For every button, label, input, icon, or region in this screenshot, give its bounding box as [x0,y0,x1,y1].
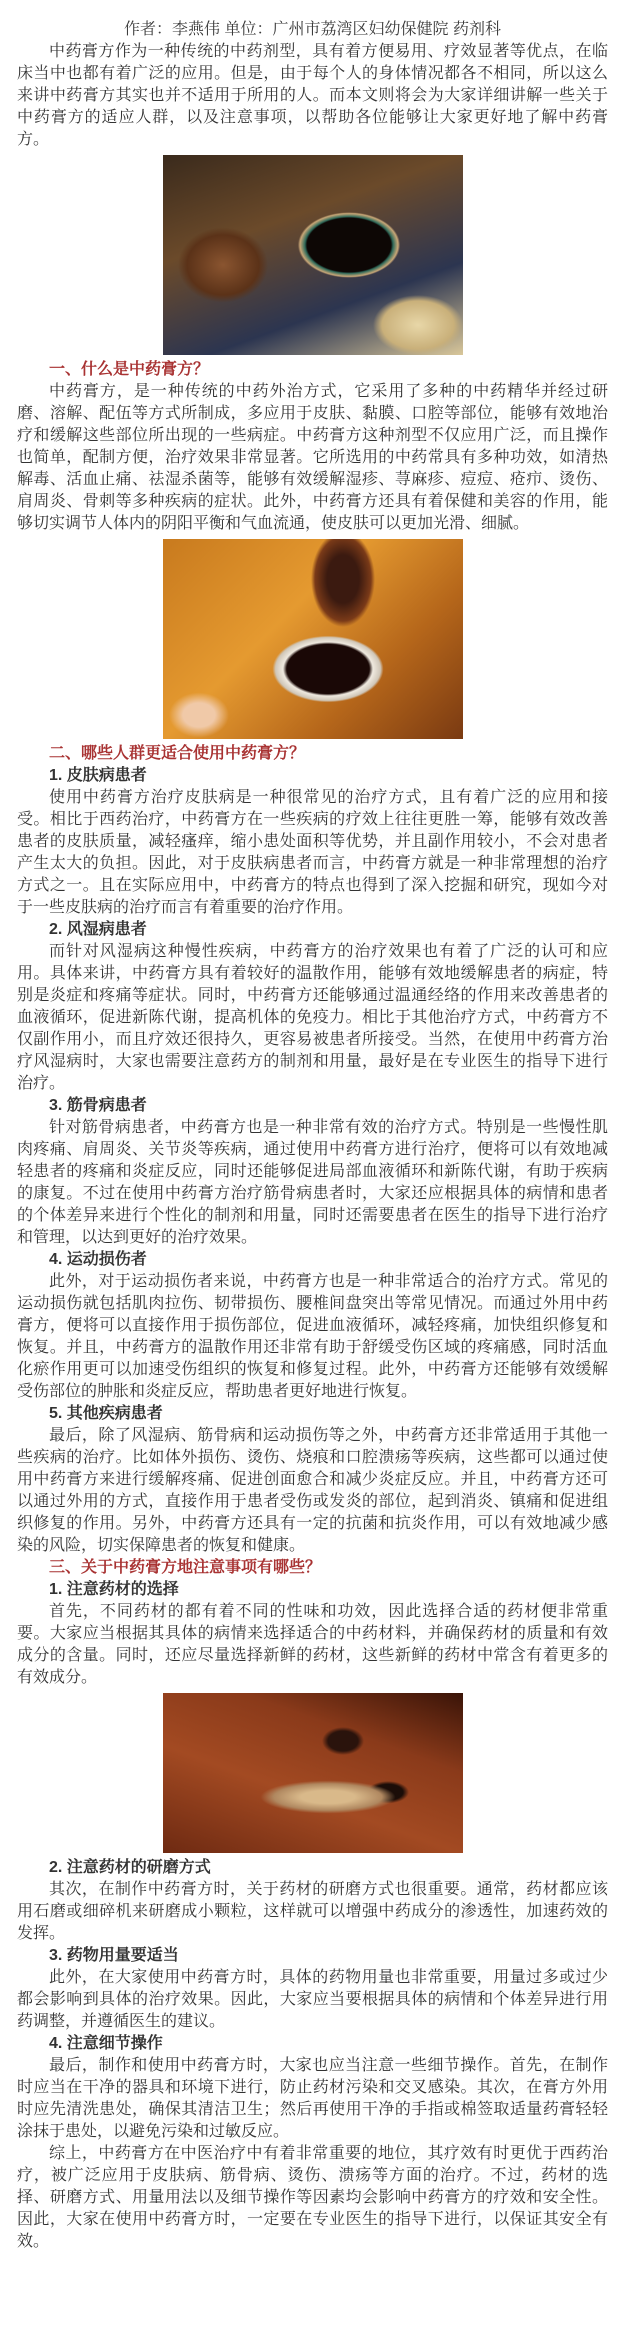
section-2-heading: 二、哪些人群更适合使用中药膏方？ [49,745,306,762]
section-1-paragraph: 中药膏方，是一种传统的中药外治方式，它采用了多种的中药精华并经过研磨、溶解、配伍等方式所制成，多应用于皮肤、黏膜、口腔等部位，能够有效地治疗和缓解这些部位所出现的一些病症。中药膏方这种剂型不仅应用广泛，而且操作也简单，配制方便，治疗效果非常显著。它所选用的中药常具有多种功效，如清热解毒、活血止痛、祛湿杀菌等，能够有效缓解湿疹、荨麻疹、痘痘、疮疖、烫伤、肩周炎、骨刺等多种疾病的症状。此外，中药膏方还具有着保健和美容的作用，能够切实调节人体内的阴阳平衡和气血流通，使皮肤可以更加光滑、细腻。 [17,383,608,532]
paragraph-dosage: 此外，在大家使用中药膏方时，具体的药物用量也非常重要，用量过多或过少都会影响到具体的治疗效果。因此，大家应当要根据具体的病情和个体差异进行用药调整，并遵循医生的建议。 [17,1969,608,2030]
subheading-other-patients: 5. 其他疾病患者 [49,1405,163,1422]
paragraph-rheumatism-patients: 而针对风湿病这种慢性疾病，中药膏方的治疗效果也有着了广泛的认可和应用。具体来讲，中药膏方具有着较好的温散作用，能够有效地缓解患者的病症，特别是炎症和疼痛等症状。同时，中药膏方还能够通过温通经络的作用来改善患者的血液循环，促进新陈代谢，提高机体的免疫力。相比于其他治疗方式，中药膏方不仅副作用小，而且疗效还很持久，更容易被患者所接受。当然，在使用中药膏方治疗风湿病时，大家也需要注意药方的制剂和用量，最好是在专业医生的指导下进行治疗。 [17,943,608,1092]
herbal-paste-spoon-photo [163,539,463,739]
paragraph-sports-injury: 此外，对于运动损伤者来说，中药膏方也是一种非常适合的治疗方式。常见的运动损伤就包括肌肉拉伤、韧带损伤、腰椎间盘突出等常见情况。而通过外用中药膏方，便将可以直接作用于损伤部位，促进血液循环，减轻疼痛，加快组织修复和恢复。并且，中药膏方的温散作用还非常有助于舒缓受伤区域的疼痛感，同时活血化瘀作用更可以加速受伤组织的恢复和修复过程。此外，中药膏方还能够有效缓解受伤部位的肿胀和炎症反应，帮助患者更好地进行恢复。 [17,1273,608,1400]
herb-grinding-tools-photo [163,1693,463,1853]
paragraph-detail-operations: 最后，制作和使用中药膏方时，大家也应当注意一些细节操作。首先，在制作时应当在干净的器具和环境下进行，防止药材污染和交叉感染。其次，在膏方外用时应先清洗患处，确保其清洁卫生；然后再使用干净的手指或棉签取适量药膏轻轻涂抹于患处，以避免污染和过敏反应。 [17,2057,608,2140]
paragraph-other-patients: 最后，除了风湿病、筋骨病和运动损伤等之外，中药膏方还非常适用于其他一些疾病的治疗。比如体外损伤、烫伤、烧痕和口腔溃疡等疾病，这些都可以通过使用中药膏方来进行缓解疼痛、促进创面愈合和减少炎症反应。并且，中药膏方还可以通过外用的方式，直接作用于患者受伤或发炎的部位，起到消炎、镇痛和促进组织修复的作用。另外，中药膏方还具有一定的抗菌和抗炎作用，可以有效地减少感染的风险，切实保障患者的恢复和健康。 [17,1427,608,1554]
subheading-sports-injury: 4. 运动损伤者 [49,1251,147,1268]
herbal-paste-bowl-photo [163,155,463,355]
subheading-bone-patients: 3. 筋骨病患者 [49,1097,147,1114]
subheading-dosage: 3. 药物用量要适当 [49,1947,179,1964]
subheading-detail-operations: 4. 注意细节操作 [49,2035,163,2052]
paragraph-herb-selection: 首先，不同药材的都有着不同的性味和功效，因此选择合适的药材便非常重要。大家应当根据其具体的病情来选择适合的中药材料，并确保药材的质量和有效成分的含量。同时，还应尽量选择新鲜的药材，这些新鲜的药材中常含有着更多的有效成分。 [17,1603,608,1686]
paragraph-skin-patients: 使用中药膏方治疗皮肤病是一种很常见的治疗方式，且有着广泛的应用和接受。相比于西药治疗，中药膏方在一些疾病的疗效上往往更胜一筹，能够有效改善患者的皮肤质量，减轻瘙痒，缩小患处面积等优势，并且副作用较小，不会对患者产生太大的负担。因此，对于皮肤病患者而言，中药膏方就是一种非常理想的治疗方式之一。且在实际应用中，中药膏方的特点也得到了深入挖掘和研究，现如今对于一些皮肤病的治疗而言有着重要的治疗作用。 [17,789,608,916]
section-3-heading: 三、关于中药膏方地注意事项有哪些？ [49,1559,322,1576]
subheading-skin-patients: 1. 皮肤病患者 [49,767,147,784]
subheading-grinding-method: 2. 注意药材的研磨方式 [49,1859,211,1876]
section-1-heading: 一、什么是中药膏方？ [49,361,210,378]
subheading-herb-selection: 1. 注意药材的选择 [49,1581,179,1598]
author-line: 作者：李燕伟 单位：广州市荔湾区妇幼保健院 药剂科 [124,21,501,38]
subheading-rheumatism-patients: 2. 风湿病患者 [49,921,147,938]
paragraph-grinding-method: 其次，在制作中药膏方时，关于药材的研磨方式也很重要。通常，药材都应该用石磨或细碎机来研磨成小颗粒，这样就可以增强中药成分的渗透性，加速药效的发挥。 [17,1881,608,1942]
conclusion-paragraph: 综上，中药膏方在中医治疗中有着非常重要的地位，其疗效有时更优于西药治疗，被广泛应用于皮肤病、筋骨病、烫伤、溃疡等方面的治疗。不过，药材的选择、研磨方式、用量用法以及细节操作等因素均会影响中药膏方的疗效和安全性。因此，大家在使用中药膏方时，一定要在专业医生的指导下进行，以保证其安全有效。 [17,2145,608,2250]
paragraph-bone-patients: 针对筋骨病患者，中药膏方也是一种非常有效的治疗方式。特别是一些慢性肌肉疼痛、肩周炎、关节炎等疾病，通过使用中药膏方进行治疗，便将可以有效地减轻患者的疼痛和炎症反应，同时还能够促进局部血液循环和新陈代谢，有助于疾病的康复。不过在使用中药膏方治疗筋骨病患者时，大家还应根据具体的病情和患者的个体差异来进行个性化的制剂和用量，同时还需要患者在医生的指导下进行治疗和管理，以达到更好的治疗效果。 [17,1119,608,1246]
intro-paragraph: 中药膏方作为一种传统的中药剂型，具有着方便易用、疗效显著等优点，在临床当中也都有着广泛的应用。但是，由于每个人的身体情况都各不相同，所以这么来讲中药膏方其实也并不适用于所用的人。而本文则将会为大家详细讲解一些关于中药膏方的适应人群，以及注意事项，以帮助各位能够让大家更好地了解中药膏方。 [17,43,608,148]
